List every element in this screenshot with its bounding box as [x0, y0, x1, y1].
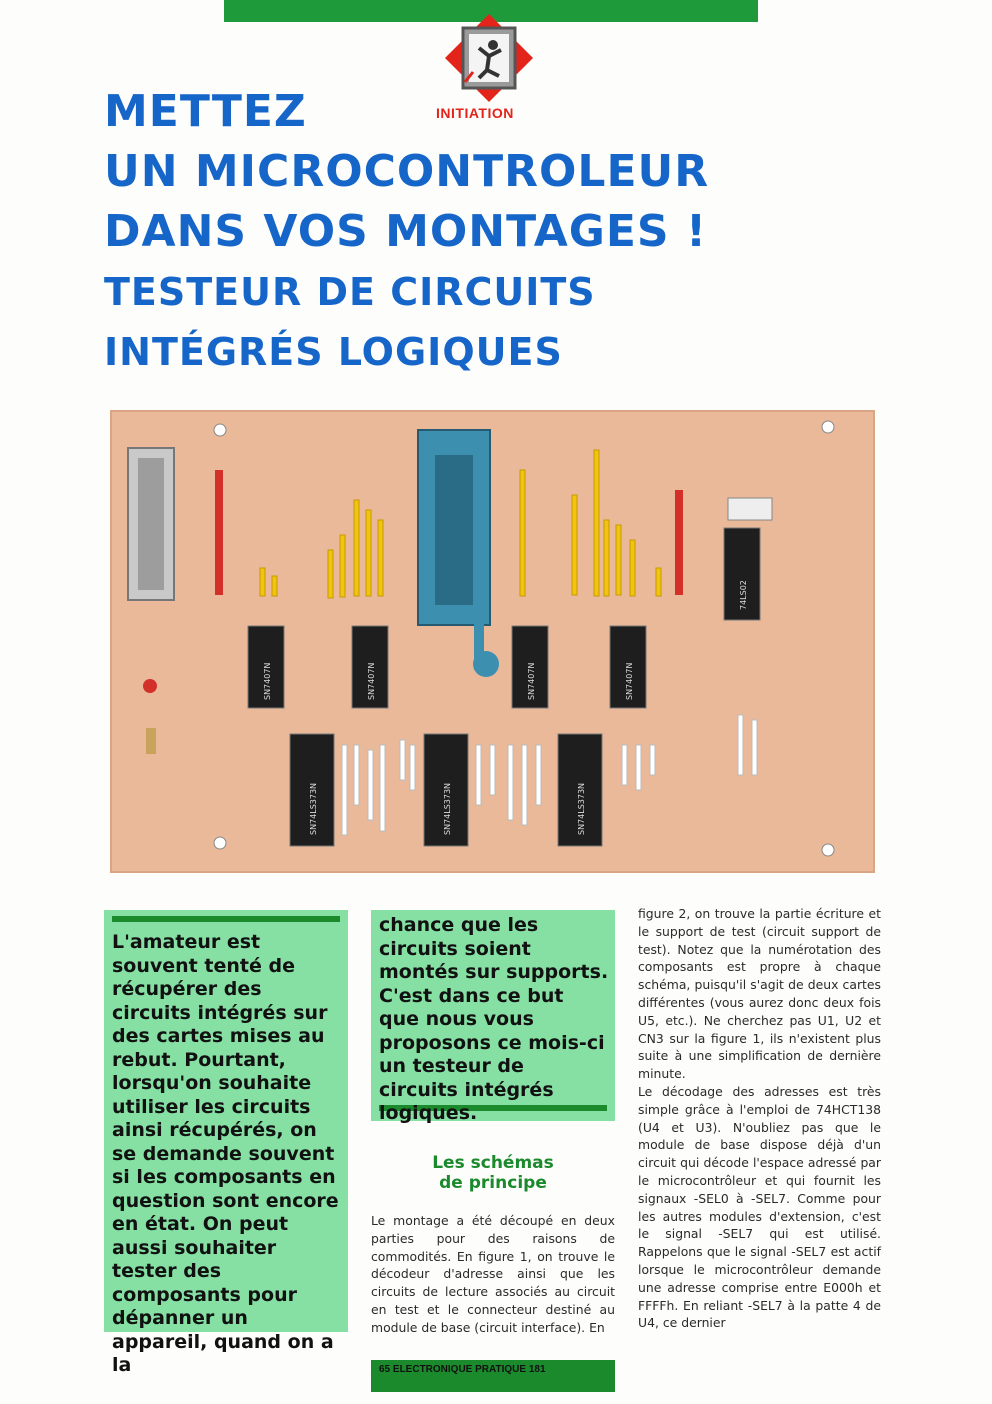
intro-rule — [112, 916, 340, 922]
section-label: INITIATION — [436, 105, 514, 121]
chip-label: SN74LS373N — [443, 782, 452, 835]
chip-label: 74LS02 — [739, 580, 748, 610]
title-line-1: METTEZ — [104, 86, 307, 137]
circuit-board-photo — [110, 410, 875, 873]
chip-label: SN7407N — [625, 662, 634, 700]
chip-label: SN7407N — [263, 662, 272, 700]
intro-text-right: chance que les circuits soient montés sur supports. C'est dans ce but que nous vous proposons ce mois-ci un testeur de circuits intégrés logiques. — [379, 914, 609, 1124]
body-text-col2: Le montage a été découpé en deux parties pour des raisons de commodités. En figure 1, on trouve le décodeur d'adresse ainsi que les circuits de lecture associés au circuit en test et le connecteur destiné au module de base (circuit interface). En — [371, 1213, 615, 1335]
title-line-3: DANS VOS MONTAGES ! — [104, 206, 708, 257]
footer-text: 65 ELECTRONIQUE PRATIQUE 181 — [379, 1364, 546, 1375]
initiation-logo-icon — [443, 12, 535, 104]
body-text-col3 — [638, 905, 881, 1332]
chip-label: SN74LS373N — [577, 782, 586, 835]
body-paragraph: Le décodage des adresses est très simple grâce à l'emploi de 74HCT138 (U4 et U3). N'oubliez pas que le module de base dispose déjà d'un circuit qui décode l'espace adressé par le microcontrôleur et qui fournit les signaux -SEL0 à -SEL7. Comme pour les autres modules d'extension, c'est le signal -SEL7 qui est utilisé. Rappelons que le signal -SEL7 est actif lorsque le microcontrôleur demande une adresse comprise entre E000h et FFFFh. En reliant -SEL7 à la patte 4 de U4, ce dernier — [638, 1083, 881, 1331]
section-heading — [371, 1153, 615, 1193]
section-heading-line: Les schémas — [432, 1153, 554, 1173]
body-paragraph: figure 2, on trouve la partie écriture et le support de test (circuit support de test). Notez que la numérotation des composants est propre à chaque schéma, puisqu'il s'agit de deux cartes différentes (vous aurez donc deux fois U5, etc.). Ne cherchez pas U1, U2 et CN3 sur la figure 1, ils n'existent plus suite à une simplification de dernière minute. — [638, 906, 881, 1082]
section-heading-line: de principe — [439, 1173, 547, 1193]
intro-text-left: L'amateur est souvent tenté de récupérer des circuits intégrés sur des cartes mises au rebut. Pourtant, lorsqu'on souhaite utiliser les circuits ainsi récupérés, on se demande souvent si les composants en question sont encore en état. On peut aussi souhaiter tester des composants pour dépanner un appareil, quand on a la — [112, 931, 339, 1376]
chip-label: SN74LS373N — [309, 782, 318, 835]
page-footer — [371, 1360, 615, 1392]
title-line-2: UN MICROCONTROLEUR — [104, 146, 710, 197]
title-line-5: INTÉGRÉS LOGIQUES — [104, 330, 563, 374]
chip-label: SN7407N — [367, 662, 376, 700]
chip-label: SN7407N — [527, 662, 536, 700]
title-line-4: TESTEUR DE CIRCUITS — [104, 270, 596, 314]
